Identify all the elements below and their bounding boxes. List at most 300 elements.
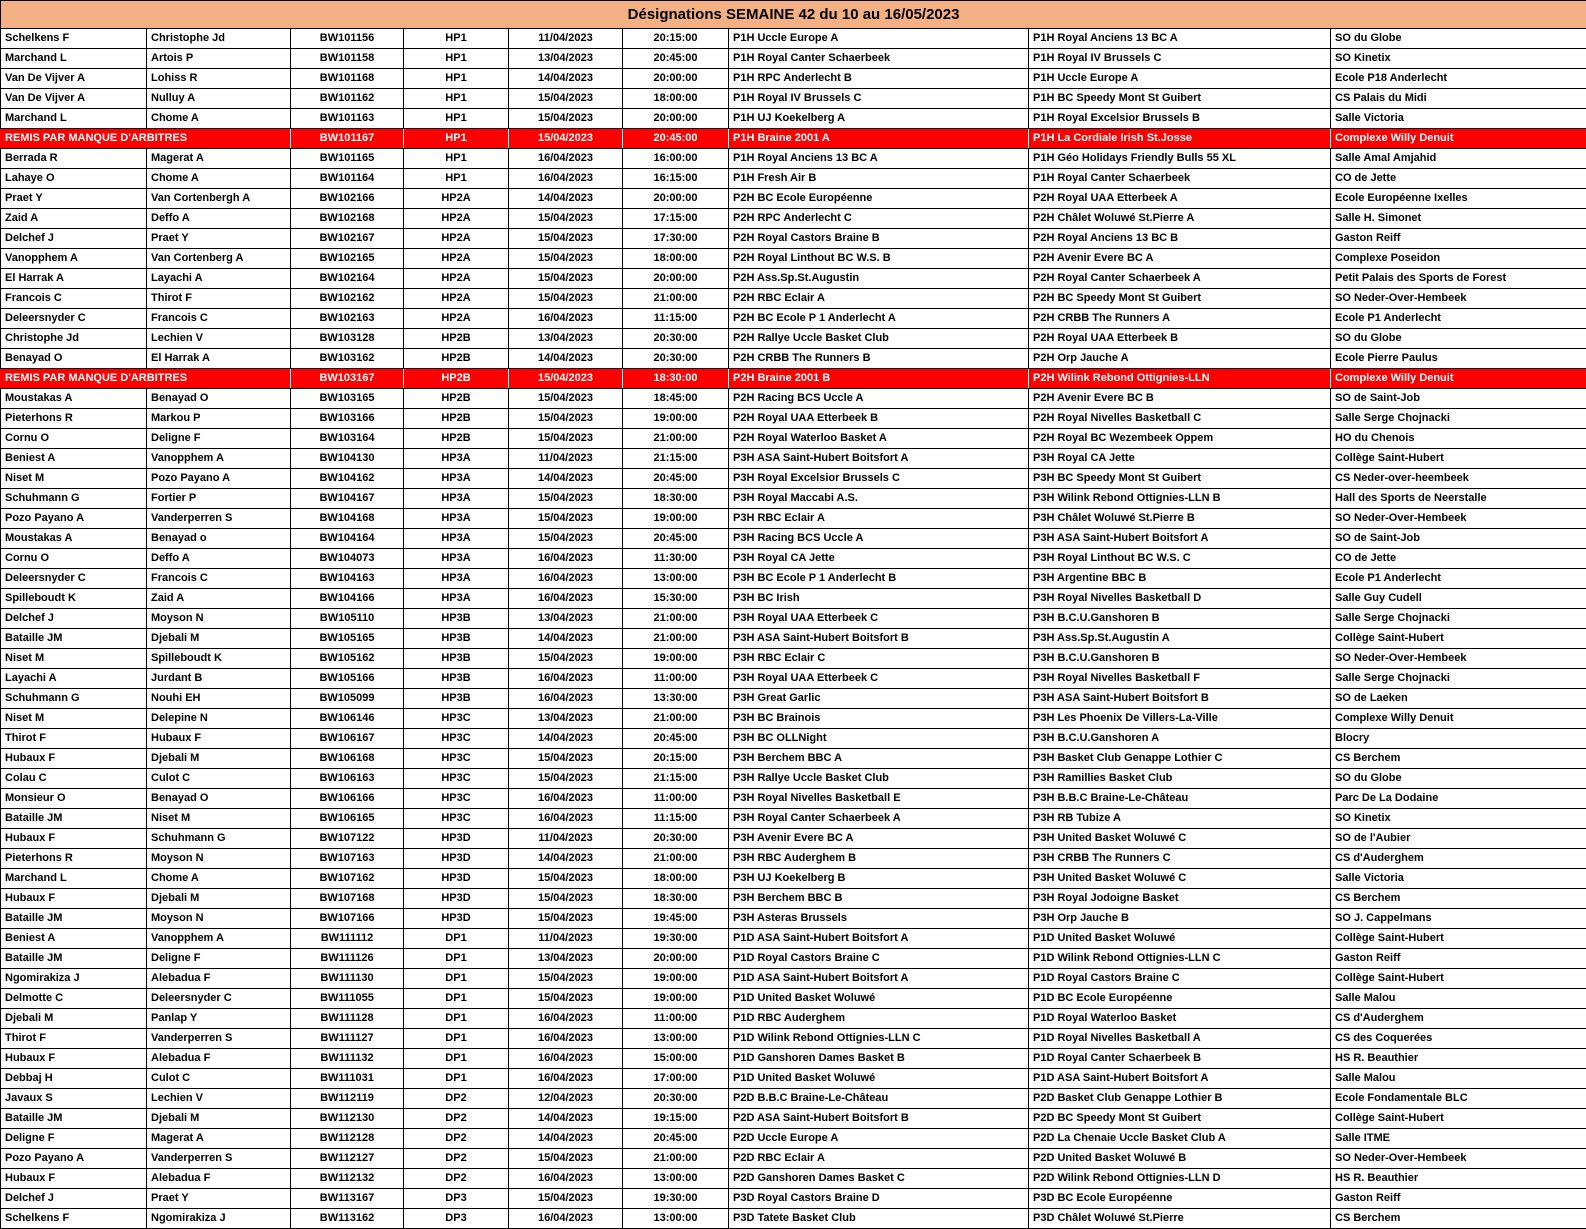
cell-division: HP3A xyxy=(404,529,509,549)
cell-division: DP1 xyxy=(404,949,509,969)
cell-referee2: Chome A xyxy=(147,169,291,189)
cell-match-code: BW105110 xyxy=(291,609,404,629)
cell-time: 13:30:00 xyxy=(623,689,729,709)
cell-date: 14/04/2023 xyxy=(509,469,623,489)
cell-referee2: Deffo A xyxy=(147,549,291,569)
table-row xyxy=(1,789,1586,809)
cell-home-team: P1D Wilink Rebond Ottignies-LLN C xyxy=(729,1029,1029,1049)
cell-match-code: BW107163 xyxy=(291,849,404,869)
cell-referee1: Lahaye O xyxy=(1,169,147,189)
cell-match-code: BW102168 xyxy=(291,209,404,229)
table-row xyxy=(1,89,1586,109)
cell-time: 11:00:00 xyxy=(623,789,729,809)
cell-match-code: BW101165 xyxy=(291,149,404,169)
cell-venue: Salle Serge Chojnacki xyxy=(1331,609,1586,629)
cell-date: 15/04/2023 xyxy=(509,249,623,269)
cell-away-team: P2D Wilink Rebond Ottignies-LLN D xyxy=(1029,1169,1331,1189)
cell-referee2: Thirot F xyxy=(147,289,291,309)
cell-date: 16/04/2023 xyxy=(509,169,623,189)
table-row xyxy=(1,189,1586,209)
cell-venue: Blocry xyxy=(1331,729,1586,749)
cell-division: HP3C xyxy=(404,769,509,789)
cell-home-team: P3H Racing BCS Uccle A xyxy=(729,529,1029,549)
cell-date: 15/04/2023 xyxy=(509,1149,623,1169)
cell-match-code: BW112119 xyxy=(291,1089,404,1109)
cell-referee2: Deleersnyder C xyxy=(147,989,291,1009)
cell-referee1: El Harrak A xyxy=(1,269,147,289)
cell-match-code: BW111055 xyxy=(291,989,404,1009)
cell-referee1: Schuhmann G xyxy=(1,489,147,509)
cell-match-code: BW102162 xyxy=(291,289,404,309)
cell-division: HP3A xyxy=(404,569,509,589)
cell-referee2: Culot C xyxy=(147,769,291,789)
cell-away-team: P3H United Basket Woluwé C xyxy=(1029,869,1331,889)
cell-referee1: Marchand L xyxy=(1,109,147,129)
cell-referee1: Zaid A xyxy=(1,209,147,229)
cell-referee2: Christophe Jd xyxy=(147,29,291,49)
cell-venue: Ecole Européenne Ixelles xyxy=(1331,189,1586,209)
table-row xyxy=(1,889,1586,909)
cell-time: 19:00:00 xyxy=(623,509,729,529)
cell-date: 15/04/2023 xyxy=(509,209,623,229)
cell-match-code: BW104168 xyxy=(291,509,404,529)
cell-division: HP3C xyxy=(404,789,509,809)
cell-time: 20:15:00 xyxy=(623,749,729,769)
cell-home-team: P3H BC OLLNight xyxy=(729,729,1029,749)
cell-division: HP3C xyxy=(404,729,509,749)
table-row xyxy=(1,489,1586,509)
cell-referee1: Deleersnyder C xyxy=(1,309,147,329)
cell-away-team: P2H CRBB The Runners A xyxy=(1029,309,1331,329)
cell-away-team: P1D Royal Canter Schaerbeek B xyxy=(1029,1049,1331,1069)
cell-home-team: P3H Berchem BBC B xyxy=(729,889,1029,909)
cell-division: HP2A xyxy=(404,289,509,309)
cell-date: 15/04/2023 xyxy=(509,509,623,529)
cell-date: 12/04/2023 xyxy=(509,1089,623,1109)
cell-away-team: P2H Royal Canter Schaerbeek A xyxy=(1029,269,1331,289)
cell-away-team: P2H Royal UAA Etterbeek A xyxy=(1029,189,1331,209)
cell-division: DP2 xyxy=(404,1169,509,1189)
cell-referee2: Chome A xyxy=(147,869,291,889)
cell-venue: HS R. Beauthier xyxy=(1331,1169,1586,1189)
cell-division: DP3 xyxy=(404,1209,509,1229)
cell-venue: CO de Jette xyxy=(1331,549,1586,569)
title-row xyxy=(1,1,1586,29)
cell-venue: Gaston Reiff xyxy=(1331,949,1586,969)
cell-home-team: P3D Royal Castors Braine D xyxy=(729,1189,1029,1209)
cell-division: HP3C xyxy=(404,709,509,729)
cell-venue: HS R. Beauthier xyxy=(1331,1049,1586,1069)
cell-division: HP1 xyxy=(404,89,509,109)
cell-away-team: P1D Royal Castors Braine C xyxy=(1029,969,1331,989)
cell-date: 15/04/2023 xyxy=(509,289,623,309)
cell-home-team: P1D RBC Auderghem xyxy=(729,1009,1029,1029)
cell-referee1: Pieterhons R xyxy=(1,409,147,429)
table-row xyxy=(1,629,1586,649)
cell-time: 20:45:00 xyxy=(623,129,729,149)
cell-referee2: Deligne F xyxy=(147,949,291,969)
cell-away-team: P2D BC Speedy Mont St Guibert xyxy=(1029,1109,1331,1129)
cell-away-team: P3H B.C.U.Ganshoren B xyxy=(1029,649,1331,669)
cell-referee1: Hubaux F xyxy=(1,889,147,909)
cell-away-team: P2D La Chenaie Uccle Basket Club A xyxy=(1029,1129,1331,1149)
cell-referee2: Djebali M xyxy=(147,889,291,909)
cell-time: 19:30:00 xyxy=(623,1189,729,1209)
cell-match-code: BW103165 xyxy=(291,389,404,409)
cell-referee1: Djebali M xyxy=(1,1009,147,1029)
cell-date: 15/04/2023 xyxy=(509,889,623,909)
cell-referee1: Schelkens F xyxy=(1,29,147,49)
cell-referee1: Thirot F xyxy=(1,1029,147,1049)
cell-venue: SO du Globe xyxy=(1331,29,1586,49)
cell-venue: Ecole Fondamentale BLC xyxy=(1331,1089,1586,1109)
cell-referee2: Hubaux F xyxy=(147,729,291,749)
cell-time: 20:15:00 xyxy=(623,29,729,49)
cell-referee1: Debbaj H xyxy=(1,1069,147,1089)
cell-division: HP2B xyxy=(404,409,509,429)
cell-home-team: P3H Royal Excelsior Brussels C xyxy=(729,469,1029,489)
cell-match-code: BW104073 xyxy=(291,549,404,569)
cell-referee2: Vanopphem A xyxy=(147,929,291,949)
cell-away-team: P3H RB Tubize A xyxy=(1029,809,1331,829)
cell-match-code: BW111127 xyxy=(291,1029,404,1049)
cell-referee2: Alebadua F xyxy=(147,1049,291,1069)
cell-time: 21:00:00 xyxy=(623,429,729,449)
cell-home-team: P3H Royal Nivelles Basketball E xyxy=(729,789,1029,809)
cell-venue: SO de l'Aubier xyxy=(1331,829,1586,849)
cell-venue: Collège Saint-Hubert xyxy=(1331,929,1586,949)
cell-match-code: BW106163 xyxy=(291,769,404,789)
cell-time: 20:45:00 xyxy=(623,1129,729,1149)
cell-match-code: BW101156 xyxy=(291,29,404,49)
cell-time: 20:30:00 xyxy=(623,829,729,849)
table-row xyxy=(1,49,1586,69)
cell-division: HP2A xyxy=(404,209,509,229)
cell-date: 16/04/2023 xyxy=(509,1169,623,1189)
cell-match-code: BW106146 xyxy=(291,709,404,729)
cell-home-team: P3D Tatete Basket Club xyxy=(729,1209,1029,1229)
cell-division: HP2B xyxy=(404,429,509,449)
cell-venue: SO J. Cappelmans xyxy=(1331,909,1586,929)
cell-away-team: P1H BC Speedy Mont St Guibert xyxy=(1029,89,1331,109)
cell-referee2: Praet Y xyxy=(147,229,291,249)
remis-row xyxy=(1,369,1586,389)
table-row xyxy=(1,229,1586,249)
cell-date: 11/04/2023 xyxy=(509,29,623,49)
cell-time: 18:30:00 xyxy=(623,489,729,509)
cell-division: DP3 xyxy=(404,1189,509,1209)
cell-away-team: P2H Royal Anciens 13 BC B xyxy=(1029,229,1331,249)
table-row xyxy=(1,729,1586,749)
cell-away-team: P3H Argentine BBC B xyxy=(1029,569,1331,589)
cell-referee1: Schelkens F xyxy=(1,1209,147,1229)
cell-venue: Salle Malou xyxy=(1331,989,1586,1009)
table-row xyxy=(1,429,1586,449)
cell-away-team: P3H B.C.U.Ganshoren B xyxy=(1029,609,1331,629)
table-row xyxy=(1,509,1586,529)
cell-venue: Salle Serge Chojnacki xyxy=(1331,409,1586,429)
cell-time: 21:00:00 xyxy=(623,1149,729,1169)
cell-match-code: BW102166 xyxy=(291,189,404,209)
cell-referee1: Deleersnyder C xyxy=(1,569,147,589)
cell-home-team: P3H BC Irish xyxy=(729,589,1029,609)
table-row xyxy=(1,1069,1586,1089)
cell-referee2: Van Cortenbergh A xyxy=(147,189,291,209)
cell-date: 14/04/2023 xyxy=(509,69,623,89)
cell-division: HP1 xyxy=(404,149,509,169)
cell-home-team: P3H Avenir Evere BC A xyxy=(729,829,1029,849)
cell-venue: SO Neder-Over-Hembeek xyxy=(1331,509,1586,529)
cell-referee2: Vanderperren S xyxy=(147,1149,291,1169)
cell-date: 16/04/2023 xyxy=(509,689,623,709)
cell-match-code: BW111128 xyxy=(291,1009,404,1029)
cell-venue: SO de Saint-Job xyxy=(1331,389,1586,409)
cell-referee1: Delchef J xyxy=(1,1189,147,1209)
cell-date: 13/04/2023 xyxy=(509,49,623,69)
cell-date: 15/04/2023 xyxy=(509,89,623,109)
cell-division: HP2A xyxy=(404,269,509,289)
cell-date: 16/04/2023 xyxy=(509,149,623,169)
cell-away-team: P1D United Basket Woluwé xyxy=(1029,929,1331,949)
cell-time: 19:45:00 xyxy=(623,909,729,929)
cell-match-code: BW103164 xyxy=(291,429,404,449)
cell-away-team: P1H Royal Excelsior Brussels B xyxy=(1029,109,1331,129)
cell-referee2: Ngomirakiza J xyxy=(147,1209,291,1229)
cell-away-team: P3H B.C.U.Ganshoren A xyxy=(1029,729,1331,749)
cell-away-team: P1H Royal IV Brussels C xyxy=(1029,49,1331,69)
cell-away-team: P3H Royal Nivelles Basketball D xyxy=(1029,589,1331,609)
cell-venue: CS d'Auderghem xyxy=(1331,1009,1586,1029)
cell-time: 17:15:00 xyxy=(623,209,729,229)
cell-match-code: BW111031 xyxy=(291,1069,404,1089)
table-row xyxy=(1,289,1586,309)
cell-match-code: BW104163 xyxy=(291,569,404,589)
cell-referee1: Pieterhons R xyxy=(1,849,147,869)
cell-away-team: P3H ASA Saint-Hubert Boitsfort B xyxy=(1029,689,1331,709)
cell-venue: SO du Globe xyxy=(1331,769,1586,789)
cell-away-team: P3H Les Phoenix De Villers-La-Ville xyxy=(1029,709,1331,729)
table-row xyxy=(1,749,1586,769)
cell-referee1: Vanopphem A xyxy=(1,249,147,269)
cell-away-team: P1H Géo Holidays Friendly Bulls 55 XL xyxy=(1029,149,1331,169)
cell-referee2: Praet Y xyxy=(147,1189,291,1209)
cell-time: 21:00:00 xyxy=(623,609,729,629)
cell-referee1: Spilleboudt K xyxy=(1,589,147,609)
cell-time: 18:00:00 xyxy=(623,869,729,889)
cell-time: 20:30:00 xyxy=(623,329,729,349)
cell-date: 11/04/2023 xyxy=(509,829,623,849)
table-row xyxy=(1,29,1586,49)
table-row xyxy=(1,329,1586,349)
cell-match-code: BW107122 xyxy=(291,829,404,849)
cell-date: 15/04/2023 xyxy=(509,749,623,769)
cell-time: 20:00:00 xyxy=(623,69,729,89)
table-row xyxy=(1,609,1586,629)
cell-venue: CO de Jette xyxy=(1331,169,1586,189)
cell-match-code: BW112127 xyxy=(291,1149,404,1169)
cell-referee2: Moyson N xyxy=(147,609,291,629)
table-row xyxy=(1,929,1586,949)
cell-venue: Ecole P1 Anderlecht xyxy=(1331,569,1586,589)
cell-division: HP3D xyxy=(404,829,509,849)
cell-division: DP2 xyxy=(404,1129,509,1149)
cell-home-team: P1D United Basket Woluwé xyxy=(729,1069,1029,1089)
cell-away-team: P2H Royal BC Wezembeek Oppem xyxy=(1029,429,1331,449)
cell-division: HP2B xyxy=(404,369,509,389)
table-row xyxy=(1,389,1586,409)
cell-referee2: Alebadua F xyxy=(147,969,291,989)
cell-time: 11:15:00 xyxy=(623,309,729,329)
table-row xyxy=(1,669,1586,689)
cell-referee2: Djebali M xyxy=(147,629,291,649)
cell-home-team: P3H Rallye Uccle Basket Club xyxy=(729,769,1029,789)
cell-home-team: P2H Royal UAA Etterbeek B xyxy=(729,409,1029,429)
cell-division: HP2B xyxy=(404,389,509,409)
cell-division: DP2 xyxy=(404,1109,509,1129)
cell-date: 15/04/2023 xyxy=(509,389,623,409)
cell-date: 13/04/2023 xyxy=(509,949,623,969)
cell-division: HP3A xyxy=(404,549,509,569)
cell-date: 16/04/2023 xyxy=(509,789,623,809)
cell-match-code: BW112132 xyxy=(291,1169,404,1189)
cell-referee1: Hubaux F xyxy=(1,1049,147,1069)
cell-referee2: Vanderperren S xyxy=(147,509,291,529)
cell-referee1: Hubaux F xyxy=(1,749,147,769)
cell-time: 13:00:00 xyxy=(623,1209,729,1229)
cell-venue: HO du Chenois xyxy=(1331,429,1586,449)
cell-match-code: BW111126 xyxy=(291,949,404,969)
cell-match-code: BW111130 xyxy=(291,969,404,989)
cell-referee1: Delchef J xyxy=(1,609,147,629)
cell-venue: Gaston Reiff xyxy=(1331,1189,1586,1209)
cell-referee1: Ngomirakiza J xyxy=(1,969,147,989)
cell-home-team: P2H Braine 2001 B xyxy=(729,369,1029,389)
cell-division: HP2A xyxy=(404,229,509,249)
page-title: Désignations SEMAINE 42 du 10 au 16/05/2023 xyxy=(1,1,1586,29)
cell-division: HP3A xyxy=(404,589,509,609)
cell-referee1: Francois C xyxy=(1,289,147,309)
remis-row xyxy=(1,129,1586,149)
table-row xyxy=(1,649,1586,669)
cell-division: HP2A xyxy=(404,189,509,209)
cell-date: 11/04/2023 xyxy=(509,929,623,949)
cell-referee1: Benayad O xyxy=(1,349,147,369)
cell-referee1: Beniest A xyxy=(1,929,147,949)
cell-referee2: Francois C xyxy=(147,569,291,589)
cell-referee1: Cornu O xyxy=(1,429,147,449)
cell-date: 16/04/2023 xyxy=(509,1049,623,1069)
cell-time: 16:00:00 xyxy=(623,149,729,169)
cell-away-team: P3H Basket Club Genappe Lothier C xyxy=(1029,749,1331,769)
cell-home-team: P3H Royal Maccabi A.S. xyxy=(729,489,1029,509)
cell-home-team: P3H Great Garlic xyxy=(729,689,1029,709)
cell-referee2: Zaid A xyxy=(147,589,291,609)
cell-home-team: P3H RBC Eclair A xyxy=(729,509,1029,529)
table-row xyxy=(1,1109,1586,1129)
cell-referee2: Nouhi EH xyxy=(147,689,291,709)
cell-match-code: BW102163 xyxy=(291,309,404,329)
cell-referee1: Bataille JM xyxy=(1,809,147,829)
table-row xyxy=(1,409,1586,429)
cell-home-team: P1H Royal Canter Schaerbeek xyxy=(729,49,1029,69)
cell-referee2: Lohiss R xyxy=(147,69,291,89)
cell-date: 15/04/2023 xyxy=(509,229,623,249)
cell-date: 16/04/2023 xyxy=(509,1029,623,1049)
cell-date: 15/04/2023 xyxy=(509,1189,623,1209)
cell-time: 19:30:00 xyxy=(623,929,729,949)
cell-date: 16/04/2023 xyxy=(509,1069,623,1089)
cell-division: HP3A xyxy=(404,509,509,529)
table-row xyxy=(1,209,1586,229)
table-row xyxy=(1,1189,1586,1209)
cell-venue: Collège Saint-Hubert xyxy=(1331,629,1586,649)
cell-venue: Salle Malou xyxy=(1331,1069,1586,1089)
cell-division: HP2A xyxy=(404,309,509,329)
cell-time: 21:00:00 xyxy=(623,289,729,309)
cell-date: 14/04/2023 xyxy=(509,1129,623,1149)
cell-match-code: BW103128 xyxy=(291,329,404,349)
cell-referee1: Van De Vijver A xyxy=(1,69,147,89)
cell-away-team: P2D Basket Club Genappe Lothier B xyxy=(1029,1089,1331,1109)
table-row xyxy=(1,249,1586,269)
cell-away-team: P3H B.B.C Braine-Le-Château xyxy=(1029,789,1331,809)
cell-time: 19:00:00 xyxy=(623,989,729,1009)
cell-date: 15/04/2023 xyxy=(509,269,623,289)
cell-time: 18:30:00 xyxy=(623,889,729,909)
cell-home-team: P3H ASA Saint-Hubert Boitsfort A xyxy=(729,449,1029,469)
cell-home-team: P2D B.B.C Braine-Le-Château xyxy=(729,1089,1029,1109)
cell-match-code: BW101162 xyxy=(291,89,404,109)
cell-time: 18:30:00 xyxy=(623,369,729,389)
cell-home-team: P2D Ganshoren Dames Basket C xyxy=(729,1169,1029,1189)
cell-match-code: BW101164 xyxy=(291,169,404,189)
cell-date: 16/04/2023 xyxy=(509,309,623,329)
cell-venue: Complexe Poseidon xyxy=(1331,249,1586,269)
cell-referee1: Delchef J xyxy=(1,229,147,249)
cell-venue: Collège Saint-Hubert xyxy=(1331,1109,1586,1129)
table-row xyxy=(1,169,1586,189)
cell-referee2: Artois P xyxy=(147,49,291,69)
cell-match-code: BW112128 xyxy=(291,1129,404,1149)
cell-division: HP3D xyxy=(404,849,509,869)
cell-date: 14/04/2023 xyxy=(509,1109,623,1129)
cell-date: 14/04/2023 xyxy=(509,349,623,369)
cell-referee2: Layachi A xyxy=(147,269,291,289)
cell-away-team: P2D United Basket Woluwé B xyxy=(1029,1149,1331,1169)
cell-venue: SO de Saint-Job xyxy=(1331,529,1586,549)
cell-division: HP3A xyxy=(404,469,509,489)
cell-time: 21:00:00 xyxy=(623,629,729,649)
cell-time: 20:00:00 xyxy=(623,109,729,129)
cell-match-code: BW101168 xyxy=(291,69,404,89)
cell-date: 15/04/2023 xyxy=(509,129,623,149)
cell-away-team: P2H Châlet Woluwé St.Pierre A xyxy=(1029,209,1331,229)
cell-referee2: Nulluy A xyxy=(147,89,291,109)
cell-referee2: Niset M xyxy=(147,809,291,829)
cell-away-team: P1D ASA Saint-Hubert Boitsfort A xyxy=(1029,1069,1331,1089)
table-row xyxy=(1,829,1586,849)
cell-referee2: Culot C xyxy=(147,1069,291,1089)
cell-home-team: P2H Rallye Uccle Basket Club xyxy=(729,329,1029,349)
cell-match-code: BW107166 xyxy=(291,909,404,929)
cell-home-team: P3H UJ Koekelberg B xyxy=(729,869,1029,889)
cell-home-team: P2H BC Ecole Européenne xyxy=(729,189,1029,209)
table-row xyxy=(1,469,1586,489)
table-row xyxy=(1,989,1586,1009)
cell-home-team: P3H Royal CA Jette xyxy=(729,549,1029,569)
cell-time: 20:00:00 xyxy=(623,269,729,289)
cell-referee1: Marchand L xyxy=(1,49,147,69)
